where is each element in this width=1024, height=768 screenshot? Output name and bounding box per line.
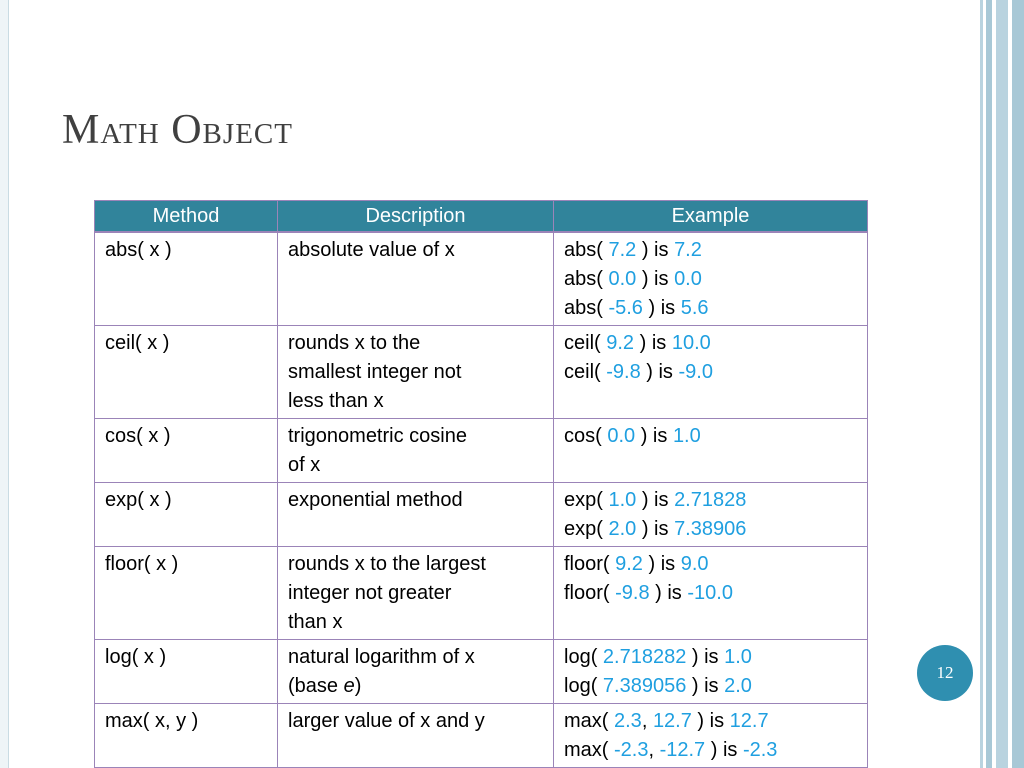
example-argument: -9.8 xyxy=(606,361,641,383)
example-is-text: ) is xyxy=(635,425,673,447)
example-argument: 7.2 xyxy=(608,239,637,261)
method-cell: floor( x ) xyxy=(95,547,278,640)
method-cell: max( x, y ) xyxy=(95,704,278,768)
example-line xyxy=(564,515,857,544)
example-argument: 0.0 xyxy=(607,425,636,447)
example-function: exp( xyxy=(564,489,609,511)
method-cell: exp( x ) xyxy=(95,483,278,547)
example-function: floor( xyxy=(564,582,616,604)
page-number-badge: 12 xyxy=(917,645,973,701)
example-result: 5.6 xyxy=(680,297,709,319)
description-line: than x xyxy=(288,611,343,633)
description-cell xyxy=(278,232,554,326)
example-is-text: ) is xyxy=(636,239,675,261)
example-argument: 9.2 xyxy=(606,332,635,354)
example-result: 1.0 xyxy=(724,646,752,668)
example-function: log( xyxy=(564,675,603,697)
example-cell xyxy=(554,704,868,768)
example-result: 2.71828 xyxy=(674,489,747,511)
description-text: ) xyxy=(354,675,362,697)
description-line: trigonometric cosine xyxy=(288,425,467,447)
table-row xyxy=(95,419,868,483)
header-description: Description xyxy=(278,201,554,233)
left-border-decoration xyxy=(0,0,9,768)
example-argument: 7.389056 xyxy=(602,675,687,697)
right-stripe-decoration xyxy=(980,0,983,768)
example-cell xyxy=(554,547,868,640)
example-argument: -12.7 xyxy=(659,739,706,761)
example-is-text: ) is xyxy=(686,675,725,697)
example-argument: 9.2 xyxy=(615,553,643,575)
description-line: rounds x to the xyxy=(288,332,421,354)
description-line: rounds x to the largest xyxy=(288,553,486,575)
example-result: 7.38906 xyxy=(674,518,747,540)
description-line: smallest integer not xyxy=(288,361,462,383)
header-example: Example xyxy=(554,201,868,233)
example-result: 1.0 xyxy=(672,425,701,447)
example-line xyxy=(564,643,857,672)
example-result: 12.7 xyxy=(729,710,769,732)
example-argument: -5.6 xyxy=(608,297,643,319)
example-result: 2.0 xyxy=(724,675,752,697)
table-row xyxy=(95,547,868,640)
example-result: 9.0 xyxy=(680,553,709,575)
example-cell xyxy=(554,419,868,483)
example-line xyxy=(564,707,857,736)
example-line xyxy=(564,358,857,387)
example-argument: 0.0 xyxy=(608,268,637,290)
example-argument: 12.7 xyxy=(652,710,692,732)
example-is-text: ) is xyxy=(642,297,681,319)
example-result: 7.2 xyxy=(674,239,702,261)
example-function: ceil( xyxy=(564,361,607,383)
example-result: -10.0 xyxy=(687,582,733,604)
example-argument: 2.3 xyxy=(614,710,642,732)
example-line xyxy=(564,236,857,265)
example-argument: 1.0 xyxy=(608,489,637,511)
description-cell xyxy=(278,640,554,704)
example-is-text: ) is xyxy=(636,518,675,540)
example-argument: -9.8 xyxy=(615,582,650,604)
example-is-text: ) is xyxy=(634,332,672,354)
example-argument: -2.3 xyxy=(614,739,649,761)
example-is-text: ) is xyxy=(636,268,675,290)
math-methods-table xyxy=(94,200,868,768)
example-is-text: ) is xyxy=(649,582,688,604)
header-method: Method xyxy=(95,201,278,233)
example-is-text: ) is xyxy=(642,553,681,575)
table-row xyxy=(95,483,868,547)
description-cell xyxy=(278,547,554,640)
description-cell xyxy=(278,704,554,768)
example-line xyxy=(564,672,857,701)
description-cell xyxy=(278,419,554,483)
example-function: log( xyxy=(564,646,603,668)
example-result: 10.0 xyxy=(671,332,711,354)
example-function: cos( xyxy=(564,425,608,447)
example-function: max( xyxy=(564,739,614,761)
example-line xyxy=(564,422,857,451)
table-body xyxy=(95,232,868,768)
table-row xyxy=(95,704,868,768)
example-function: abs( xyxy=(564,239,609,261)
example-function: floor( xyxy=(564,553,616,575)
description-line: exponential method xyxy=(288,489,463,511)
method-cell: cos( x ) xyxy=(95,419,278,483)
example-is-text: ) is xyxy=(640,361,679,383)
example-function: max( xyxy=(564,710,614,732)
example-cell xyxy=(554,483,868,547)
description-line: less than x xyxy=(288,390,384,412)
slide-title: Math Object xyxy=(62,107,293,153)
description-line: larger value of x and y xyxy=(288,710,485,732)
example-is-text: ) is xyxy=(705,739,743,761)
description-text: (base xyxy=(288,675,344,697)
example-line xyxy=(564,736,857,765)
italic-text: e xyxy=(343,675,355,697)
example-argument: 2.718282 xyxy=(602,646,687,668)
description-line: of x xyxy=(288,454,321,476)
description-line: integer not greater xyxy=(288,582,452,604)
example-cell xyxy=(554,640,868,704)
example-result: -9.0 xyxy=(678,361,713,383)
table-row xyxy=(95,640,868,704)
example-argument: 2.0 xyxy=(608,518,637,540)
example-line xyxy=(564,329,857,358)
example-line xyxy=(564,294,857,323)
right-stripe-decoration xyxy=(1012,0,1024,768)
description-line xyxy=(288,672,543,701)
example-line xyxy=(564,265,857,294)
table-row xyxy=(95,326,868,419)
example-function: abs( xyxy=(564,297,609,319)
example-is-text: ) is xyxy=(636,489,675,511)
right-stripe-decoration xyxy=(986,0,992,768)
description-cell xyxy=(278,483,554,547)
example-is-text: ) is xyxy=(691,710,730,732)
example-function: ceil( xyxy=(564,332,607,354)
description-cell xyxy=(278,326,554,419)
description-line: natural logarithm of x xyxy=(288,646,475,668)
example-result: -2.3 xyxy=(742,739,778,761)
description-line: absolute value of x xyxy=(288,239,455,261)
example-result: 0.0 xyxy=(674,268,702,290)
example-line xyxy=(564,486,857,515)
right-stripe-decoration xyxy=(996,0,1008,768)
example-line xyxy=(564,550,857,579)
example-function: abs( xyxy=(564,268,609,290)
method-cell: abs( x ) xyxy=(95,232,278,326)
example-cell xyxy=(554,326,868,419)
table-row xyxy=(95,232,868,326)
argument-separator: , xyxy=(641,710,653,732)
method-cell: log( x ) xyxy=(95,640,278,704)
example-cell xyxy=(554,232,868,326)
example-function: exp( xyxy=(564,518,609,540)
table-header-row xyxy=(95,201,868,233)
method-cell: ceil( x ) xyxy=(95,326,278,419)
example-is-text: ) is xyxy=(686,646,725,668)
example-line xyxy=(564,579,857,608)
argument-separator: , xyxy=(648,739,660,761)
